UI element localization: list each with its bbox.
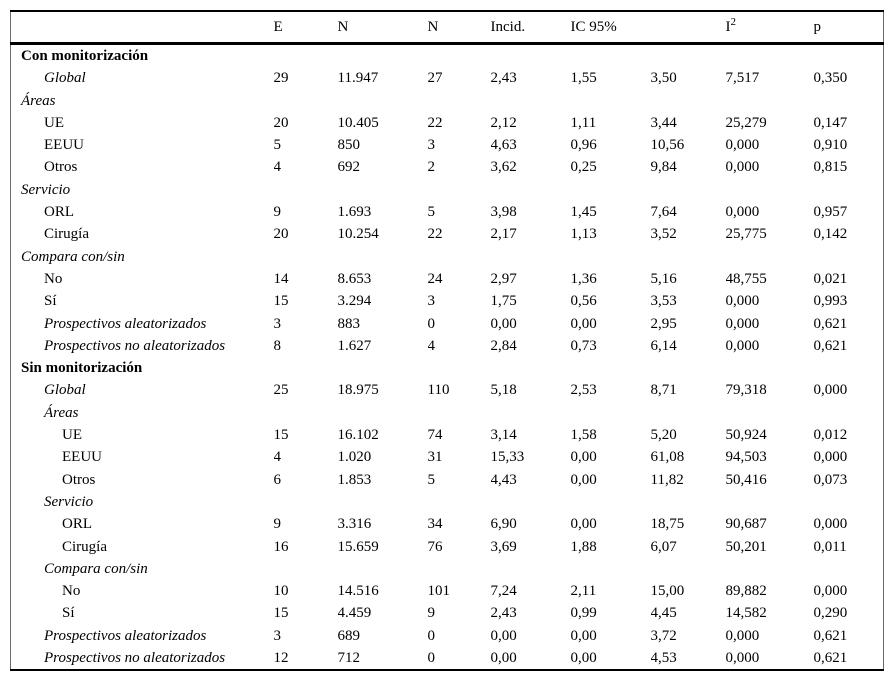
row-label: Otros [44, 159, 78, 176]
cell-incid: 15,33 [490, 449, 525, 466]
cell-n1: 1.693 [337, 204, 372, 221]
cell-i2 [726, 179, 814, 201]
cell-p [814, 402, 884, 424]
row-label: No [44, 270, 63, 287]
row-label: UE [62, 427, 82, 444]
row-label: Áreas [21, 92, 56, 109]
row-label: ORL [62, 516, 92, 533]
cell-n1: 689 [337, 627, 360, 644]
cell-n1: 8.653 [337, 270, 372, 287]
table-row [11, 223, 884, 245]
cell-e: 25 [273, 382, 289, 399]
cell-n2: 27 [427, 70, 443, 87]
cell-i2: 48,755 [725, 270, 767, 287]
cell-p [814, 357, 884, 379]
table-row [11, 90, 884, 112]
cell-p [814, 44, 884, 68]
cell-n1: 3.316 [337, 516, 372, 533]
cell-p: 0,910 [813, 137, 848, 154]
cell-ic95-low: 0,00 [570, 627, 597, 644]
cell-incid: 1,75 [490, 293, 517, 310]
cell-n2: 4 [427, 337, 435, 354]
row-label: Sí [44, 293, 57, 310]
cell-e: 12 [273, 650, 289, 667]
cell-i2: 0,000 [725, 159, 760, 176]
cell-e: 29 [273, 70, 289, 87]
cell-e: 4 [273, 159, 281, 176]
cell-n2: 24 [427, 270, 443, 287]
cell-incid: 2,17 [490, 226, 517, 243]
cell-i2 [726, 44, 814, 68]
cell-n2 [428, 491, 491, 513]
cell-n2 [428, 246, 491, 268]
cell-i2 [726, 402, 814, 424]
table-row [11, 424, 884, 446]
cell-e [274, 357, 338, 379]
cell-incid [491, 44, 571, 68]
cell-n1 [338, 491, 428, 513]
cell-p: 0,993 [813, 293, 848, 310]
cell-incid [491, 90, 571, 112]
cell-n1 [338, 246, 428, 268]
cell-p: 0,000 [813, 583, 848, 600]
cell-incid [491, 402, 571, 424]
cell-i2: 0,000 [725, 337, 760, 354]
table-row [11, 179, 884, 201]
cell-i2 [726, 90, 814, 112]
cell-i2: 90,687 [725, 516, 767, 533]
cell-n1: 3.294 [337, 293, 372, 310]
cell-incid: 2,43 [490, 70, 517, 87]
cell-ic95-low: 0,56 [570, 293, 597, 310]
table-row [11, 647, 884, 670]
cell-n2: 3 [427, 293, 435, 310]
cell-p: 0,621 [813, 315, 848, 332]
cell-n2: 3 [427, 137, 435, 154]
cell-e: 15 [273, 605, 289, 622]
cell-ic95-low: 2,53 [570, 382, 597, 399]
cell-i2: 94,503 [725, 449, 767, 466]
table-row [11, 513, 884, 535]
row-label: Sin monitorización [21, 360, 143, 377]
cell-ic95-low: 0,00 [570, 516, 597, 533]
cell-e: 6 [273, 471, 281, 488]
cell-n1 [338, 90, 428, 112]
table-row [11, 335, 884, 357]
cell-n2: 22 [427, 114, 443, 131]
table-row [11, 268, 884, 290]
cell-e: 9 [273, 204, 281, 221]
cell-n2: 76 [427, 538, 443, 555]
cell-e: 5 [273, 137, 281, 154]
cell-p: 0,000 [813, 516, 848, 533]
cell-i2: 50,201 [725, 538, 767, 555]
row-label: ORL [44, 204, 74, 221]
table-row [11, 357, 884, 379]
cell-n1: 850 [337, 137, 360, 154]
cell-i2: 50,924 [725, 427, 767, 444]
cell-ic95-high [651, 90, 726, 112]
cell-ic95-high [651, 246, 726, 268]
cell-i2: 0,000 [725, 627, 760, 644]
cell-n1: 14.516 [337, 583, 379, 600]
cell-n2 [428, 402, 491, 424]
table-row [11, 558, 884, 580]
table-row [11, 290, 884, 312]
cell-i2: 0,000 [725, 650, 760, 667]
table-row [11, 446, 884, 468]
cell-p: 0,000 [813, 382, 848, 399]
cell-ic95-low: 1,45 [570, 204, 597, 221]
cell-n2: 0 [427, 650, 435, 667]
table-body [11, 44, 884, 671]
cell-ic95-high: 4,45 [650, 605, 677, 622]
cell-p: 0,142 [813, 226, 848, 243]
row-label: Prospectivos aleatorizados [44, 315, 207, 332]
cell-ic95-high: 4,53 [650, 650, 677, 667]
cell-e [274, 90, 338, 112]
cell-n1 [338, 558, 428, 580]
cell-p: 0,012 [813, 427, 848, 444]
cell-ic95-high: 3,52 [650, 226, 677, 243]
table-header [11, 11, 884, 44]
row-label: Compara con/sin [21, 248, 125, 265]
cell-p: 0,290 [813, 605, 848, 622]
cell-incid: 6,90 [490, 516, 517, 533]
cell-p: 0,621 [813, 650, 848, 667]
row-label: Global [44, 382, 86, 399]
cell-ic95-high: 3,50 [650, 70, 677, 87]
cell-n2: 9 [427, 605, 435, 622]
cell-e [274, 402, 338, 424]
cell-incid: 5,18 [490, 382, 517, 399]
row-label: Cirugía [44, 226, 89, 243]
cell-ic95-low: 2,11 [570, 583, 597, 600]
cell-n1: 883 [337, 315, 360, 332]
row-label: Sí [62, 605, 75, 622]
cell-incid: 0,00 [490, 650, 517, 667]
cell-incid: 3,14 [490, 427, 517, 444]
i2-superscript: 2 [730, 15, 736, 28]
cell-ic95-low [571, 402, 651, 424]
table-row [11, 201, 884, 223]
cell-n1: 11.947 [337, 70, 379, 87]
cell-i2 [726, 558, 814, 580]
cell-ic95-high: 18,75 [650, 516, 685, 533]
row-label: UE [44, 114, 64, 131]
cell-incid: 3,98 [490, 204, 517, 221]
cell-ic95-low [571, 357, 651, 379]
table-row [11, 156, 884, 178]
cell-n1: 1.627 [337, 337, 372, 354]
cell-incid: 0,00 [490, 627, 517, 644]
cell-n2: 5 [427, 204, 435, 221]
cell-incid [491, 491, 571, 513]
cell-ic95-low: 1,13 [570, 226, 597, 243]
cell-ic95-high: 5,20 [650, 427, 677, 444]
cell-p: 0,073 [813, 471, 848, 488]
row-label: EEUU [44, 137, 84, 154]
cell-incid: 3,69 [490, 538, 517, 555]
cell-n1: 4.459 [337, 605, 372, 622]
cell-incid: 4,63 [490, 137, 517, 154]
cell-ic95-low: 0,00 [570, 471, 597, 488]
cell-ic95-high [651, 357, 726, 379]
cell-incid [491, 246, 571, 268]
cell-p: 0,350 [813, 70, 848, 87]
cell-ic95-high: 15,00 [650, 583, 685, 600]
cell-n2: 31 [427, 449, 443, 466]
cell-ic95-high: 8,71 [650, 382, 677, 399]
cell-n2: 101 [427, 583, 450, 600]
cell-ic95-low [571, 246, 651, 268]
table-row [11, 134, 884, 156]
cell-p: 0,021 [813, 270, 848, 287]
cell-e: 9 [273, 516, 281, 533]
row-label: Prospectivos aleatorizados [44, 627, 207, 644]
cell-ic95-low: 0,25 [570, 159, 597, 176]
cell-n2: 2 [427, 159, 435, 176]
cell-i2: 0,000 [725, 293, 760, 310]
cell-p: 0,957 [813, 204, 848, 221]
cell-i2 [726, 491, 814, 513]
cell-i2: 0,000 [725, 137, 760, 154]
cell-n2: 74 [427, 427, 443, 444]
i2-base: I [725, 18, 731, 35]
cell-n2: 34 [427, 516, 443, 533]
cell-p [814, 246, 884, 268]
cell-n1: 15.659 [337, 538, 379, 555]
cell-n2 [428, 179, 491, 201]
cell-i2: 25,279 [725, 114, 767, 131]
cell-p [814, 491, 884, 513]
cell-ic95-low: 1,58 [570, 427, 597, 444]
cell-p: 0,000 [813, 449, 848, 466]
cell-ic95-low [571, 491, 651, 513]
cell-ic95-high: 3,53 [650, 293, 677, 310]
table-row [11, 313, 884, 335]
cell-ic95-low: 0,00 [570, 650, 597, 667]
column-header-ic95: IC 95% [570, 18, 617, 35]
cell-ic95-low: 1,36 [570, 270, 597, 287]
cell-i2 [726, 246, 814, 268]
cell-p: 0,011 [813, 538, 847, 555]
cell-n1: 18.975 [337, 382, 379, 399]
row-label: Prospectivos no aleatorizados [44, 337, 226, 354]
row-label: Otros [62, 471, 96, 488]
cell-i2: 89,882 [725, 583, 767, 600]
cell-ic95-low: 0,00 [570, 449, 597, 466]
cell-ic95-high: 10,56 [650, 137, 685, 154]
cell-ic95-low [571, 179, 651, 201]
cell-i2: 25,775 [725, 226, 767, 243]
cell-n1 [338, 179, 428, 201]
column-header-p: p [813, 18, 821, 35]
cell-ic95-high [651, 179, 726, 201]
cell-i2: 50,416 [725, 471, 767, 488]
cell-n1 [338, 44, 428, 68]
cell-e [274, 44, 338, 68]
row-label: Áreas [44, 404, 79, 421]
table-row [11, 402, 884, 424]
row-label: Cirugía [62, 538, 107, 555]
cell-ic95-high [651, 44, 726, 68]
results-table [10, 10, 884, 671]
column-header-n1: N [337, 18, 349, 35]
cell-ic95-high [651, 402, 726, 424]
cell-p [814, 558, 884, 580]
row-label: Global [44, 70, 86, 87]
cell-e: 14 [273, 270, 289, 287]
row-label: EEUU [62, 449, 102, 466]
cell-ic95-low: 1,88 [570, 538, 597, 555]
cell-ic95-low: 0,96 [570, 137, 597, 154]
table-row [11, 246, 884, 268]
table-row [11, 536, 884, 558]
cell-incid [491, 357, 571, 379]
column-header-n2: N [427, 18, 439, 35]
cell-i2 [726, 357, 814, 379]
cell-e: 20 [273, 226, 289, 243]
cell-n1: 1.853 [337, 471, 372, 488]
cell-ic95-high: 5,16 [650, 270, 677, 287]
cell-incid: 2,97 [490, 270, 517, 287]
cell-ic95-low [571, 558, 651, 580]
cell-n1: 1.020 [337, 449, 372, 466]
cell-n2: 0 [427, 627, 435, 644]
cell-n2 [428, 558, 491, 580]
table-row [11, 491, 884, 513]
column-header-incid: Incid. [490, 18, 526, 35]
cell-p [814, 90, 884, 112]
cell-ic95-high: 61,08 [650, 449, 685, 466]
cell-ic95-high: 7,64 [650, 204, 677, 221]
cell-n2: 110 [427, 382, 450, 399]
cell-n1: 10.254 [337, 226, 379, 243]
cell-incid: 2,43 [490, 605, 517, 622]
cell-e: 20 [273, 114, 289, 131]
cell-i2: 0,000 [725, 204, 760, 221]
cell-incid: 4,43 [490, 471, 517, 488]
row-label: Con monitorización [21, 48, 149, 64]
row-label: Prospectivos no aleatorizados [44, 650, 226, 667]
cell-ic95-high [651, 558, 726, 580]
cell-p: 0,147 [813, 114, 848, 131]
table-header-row [11, 11, 884, 44]
column-header-i2 [726, 11, 814, 44]
cell-ic95-high: 2,95 [650, 315, 677, 332]
cell-n1 [338, 402, 428, 424]
cell-ic95-high: 3,44 [650, 114, 677, 131]
cell-n2: 22 [427, 226, 443, 243]
cell-i2: 0,000 [725, 315, 760, 332]
table-row [11, 469, 884, 491]
cell-e: 16 [273, 538, 289, 555]
cell-e [274, 558, 338, 580]
cell-n1: 10.405 [337, 114, 379, 131]
cell-e: 8 [273, 337, 281, 354]
cell-e [274, 246, 338, 268]
cell-incid: 2,84 [490, 337, 517, 354]
table-row [11, 67, 884, 89]
cell-n2: 0 [427, 315, 435, 332]
row-label: Compara con/sin [44, 560, 148, 577]
row-label: Servicio [21, 181, 71, 198]
cell-p: 0,621 [813, 627, 848, 644]
table-row [11, 580, 884, 602]
cell-e: 10 [273, 583, 289, 600]
row-label: No [62, 583, 81, 600]
cell-n2 [428, 44, 491, 68]
cell-n2 [428, 90, 491, 112]
cell-ic95-low [571, 44, 651, 68]
cell-ic95-low: 1,55 [570, 70, 597, 87]
cell-ic95-high: 6,14 [650, 337, 677, 354]
cell-p: 0,621 [813, 337, 848, 354]
cell-incid [491, 179, 571, 201]
cell-incid: 3,62 [490, 159, 517, 176]
cell-ic95-low: 0,99 [570, 605, 597, 622]
cell-n1: 16.102 [337, 427, 379, 444]
cell-ic95-high: 6,07 [650, 538, 677, 555]
cell-e: 15 [273, 293, 289, 310]
cell-i2: 14,582 [725, 605, 767, 622]
column-header-e: E [273, 18, 283, 35]
column-header-label [11, 11, 274, 44]
cell-i2: 79,318 [725, 382, 767, 399]
cell-p: 0,815 [813, 159, 848, 176]
table-row [11, 379, 884, 401]
cell-e [274, 491, 338, 513]
cell-ic95-high: 11,82 [650, 471, 684, 488]
cell-ic95-high: 9,84 [650, 159, 677, 176]
cell-ic95-low: 0,73 [570, 337, 597, 354]
cell-ic95-high: 3,72 [650, 627, 677, 644]
cell-i2: 7,517 [725, 70, 760, 87]
cell-n1: 712 [337, 650, 360, 667]
table-row [11, 602, 884, 624]
cell-e: 4 [273, 449, 281, 466]
cell-n2 [428, 357, 491, 379]
table-row [11, 44, 884, 68]
cell-incid [491, 558, 571, 580]
cell-e [274, 179, 338, 201]
cell-incid: 7,24 [490, 583, 517, 600]
cell-ic95-low: 1,11 [570, 114, 597, 131]
cell-ic95-low [571, 90, 651, 112]
table-row [11, 625, 884, 647]
cell-e: 3 [273, 315, 281, 332]
cell-incid: 2,12 [490, 114, 517, 131]
cell-e: 3 [273, 627, 281, 644]
cell-ic95-high [651, 491, 726, 513]
table-row [11, 112, 884, 134]
row-label: Servicio [44, 493, 94, 510]
cell-e: 15 [273, 427, 289, 444]
cell-n2: 5 [427, 471, 435, 488]
cell-p [814, 179, 884, 201]
cell-incid: 0,00 [490, 315, 517, 332]
cell-ic95-low: 0,00 [570, 315, 597, 332]
cell-n1 [338, 357, 428, 379]
cell-n1: 692 [337, 159, 360, 176]
